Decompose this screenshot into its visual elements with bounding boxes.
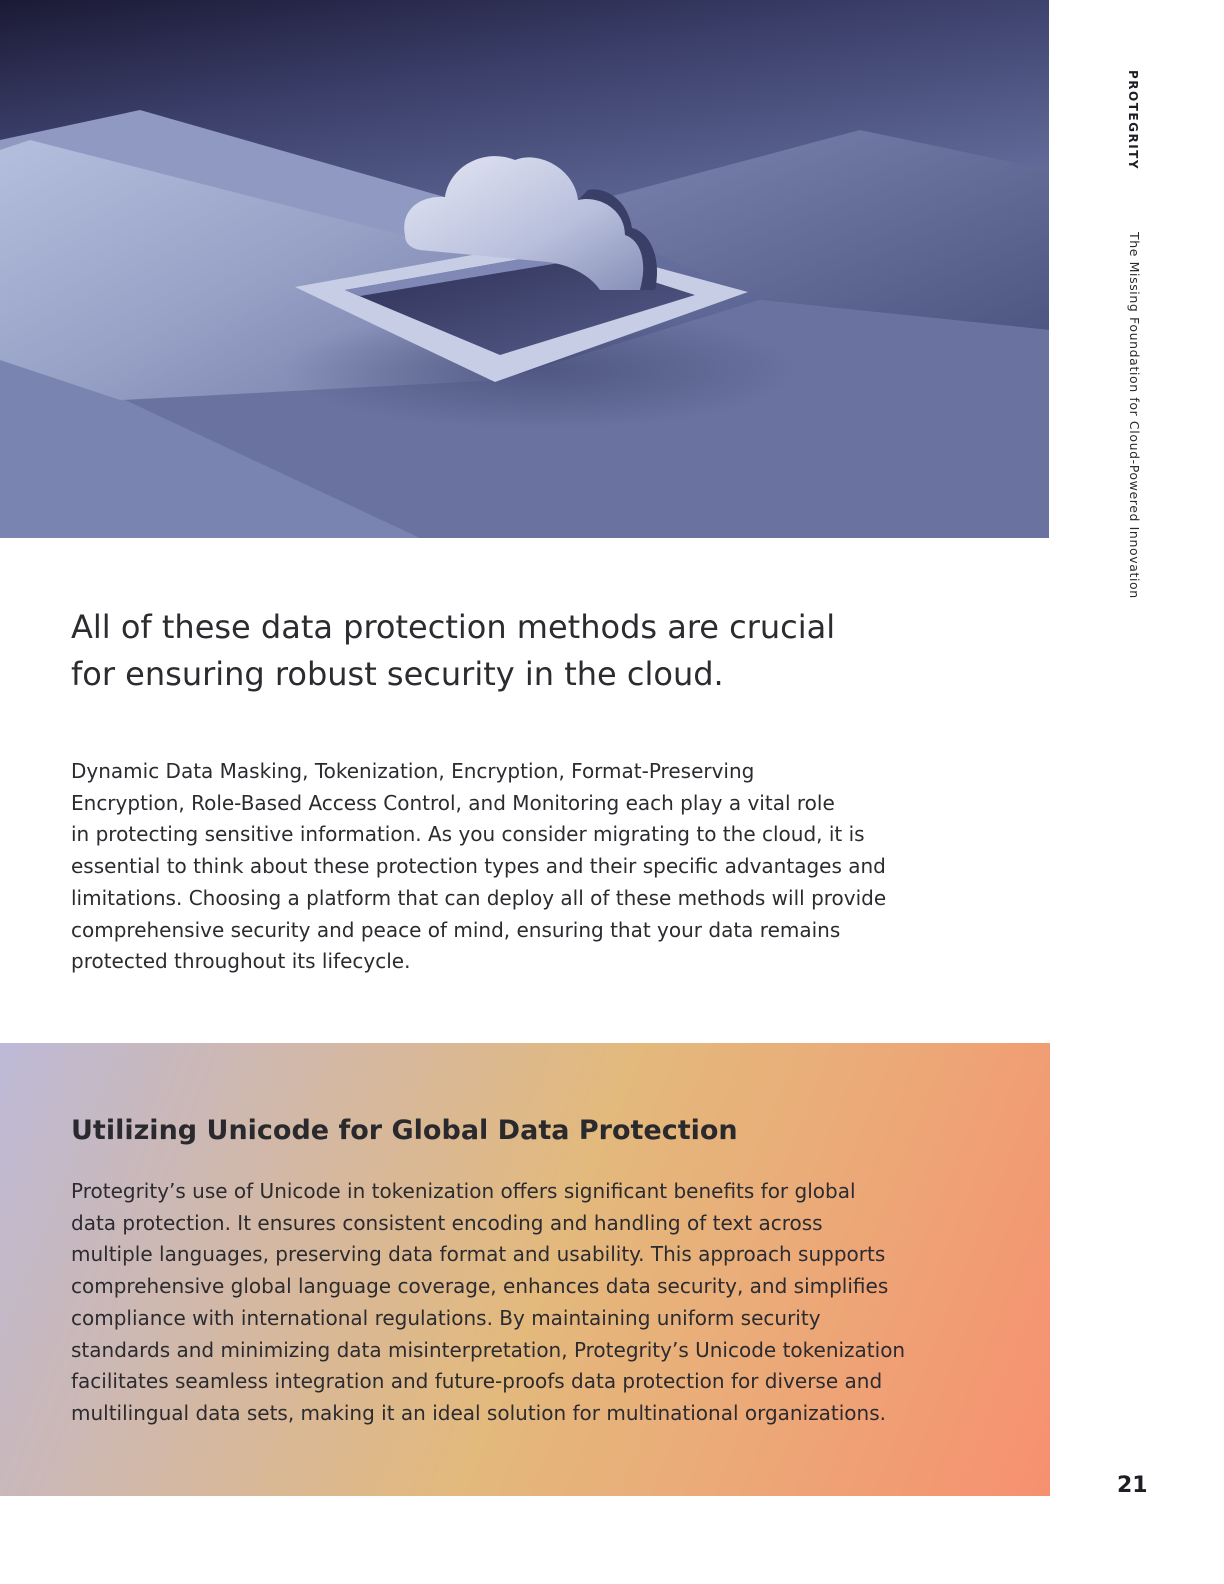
callout-paragraph (71, 1176, 951, 1430)
intro-paragraph (71, 756, 941, 978)
text-line: Encryption, Role-Based Access Control, and Monitoring each play a vital role (71, 790, 835, 815)
brand-wordmark: PROTEGRITY (1126, 70, 1140, 171)
text-line: compliance with international regulations. By maintaining uniform security (71, 1305, 821, 1330)
page-headline (71, 604, 951, 698)
text-line: Protegrity’s use of Unicode in tokenization offers significant benefits for global (71, 1179, 856, 1203)
text-line: comprehensive security and peace of mind, ensuring that your data remains (71, 917, 841, 942)
text-line: multiple languages, preserving data format and usability. This approach supports (71, 1242, 886, 1267)
text-line: multilingual data sets, making it an ideal solution for multinational organizations. (71, 1400, 886, 1425)
text-line: data protection. It ensures consistent encoding and handling of text across (71, 1210, 823, 1235)
headline-line: All of these data protection methods are crucial (71, 608, 836, 646)
document-title: The Missing Foundation for Cloud-Powered Innovation (1127, 232, 1142, 599)
text-line: comprehensive global language coverage, enhances data security, and simplifies (71, 1274, 889, 1299)
text-line: Dynamic Data Masking, Tokenization, Encryption, Format-Preserving (71, 759, 755, 783)
hero-image (0, 0, 1049, 538)
callout-content (0, 1043, 1050, 1496)
page-number: 21 (1117, 1473, 1148, 1498)
text-line: essential to think about these protection types and their specific advantages and (71, 854, 886, 879)
text-line: limitations. Choosing a platform that can deploy all of these methods will provide (71, 885, 887, 910)
headline-line: for ensuring robust security in the cloud. (71, 655, 724, 693)
text-line: standards and minimizing data misinterpretation, Protegrity’s Unicode tokenization (71, 1337, 906, 1362)
text-line: protected throughout its lifecycle. (71, 949, 411, 974)
text-line: facilitates seamless integration and future-proofs data protection for diverse and (71, 1369, 883, 1394)
callout-title: Utilizing Unicode for Global Data Protection (71, 1115, 738, 1146)
text-line: in protecting sensitive information. As you consider migrating to the cloud, it is (71, 822, 865, 847)
